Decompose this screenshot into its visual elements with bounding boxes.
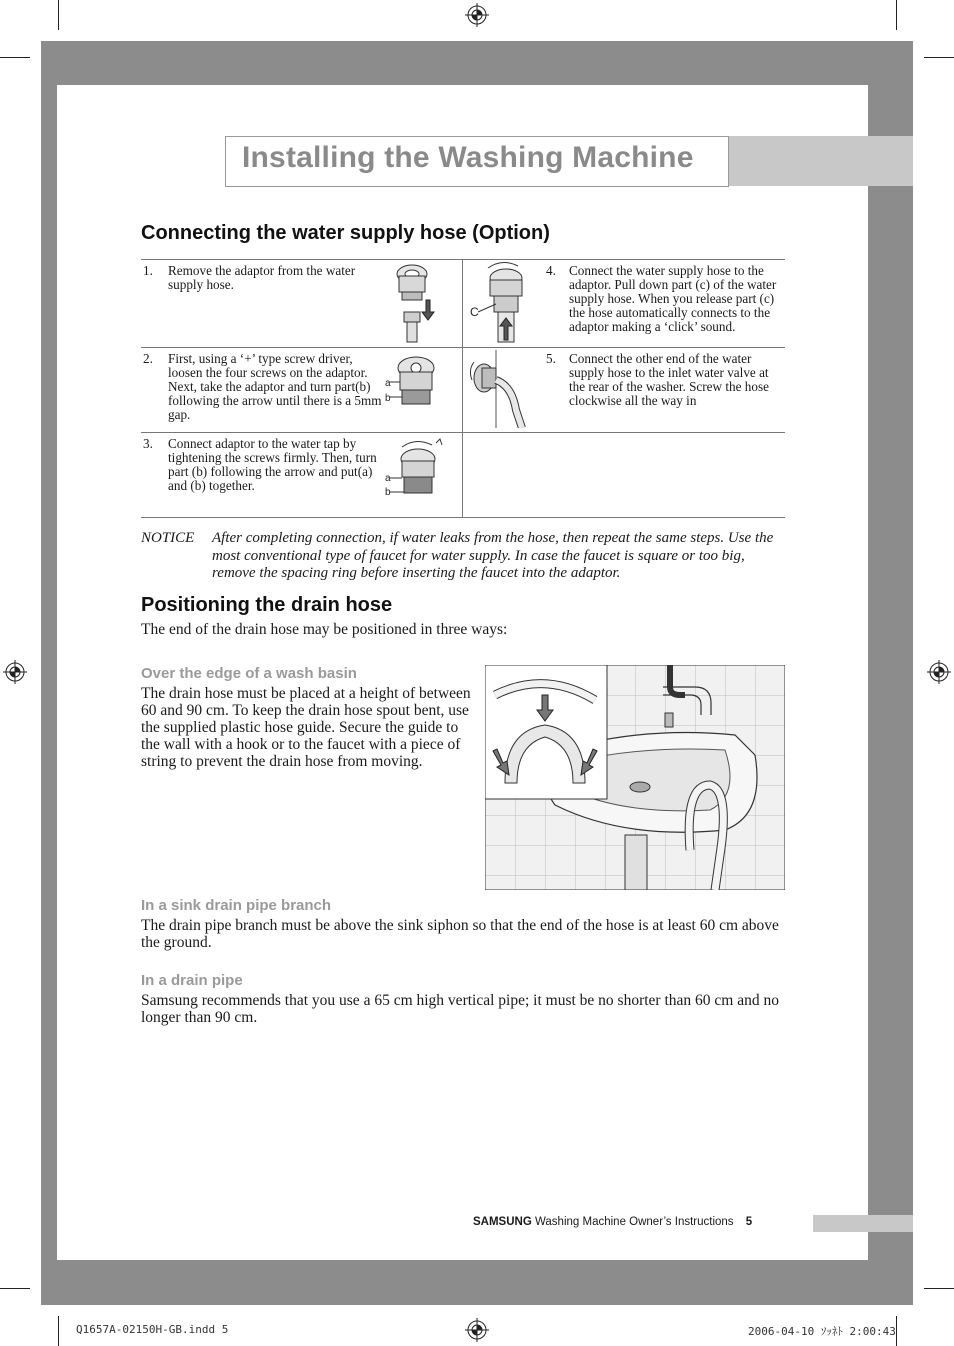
step-5: [546, 352, 786, 430]
label-a: a: [385, 378, 391, 389]
page-number: 5: [745, 1216, 753, 1228]
step-2: [143, 352, 383, 430]
crop-mark: [58, 1316, 59, 1346]
crop-mark: [58, 0, 59, 30]
bottom-gray-band: [41, 1260, 913, 1305]
footer-accent-strip: [813, 1215, 913, 1232]
registration-mark-icon: [3, 660, 27, 684]
step-text: First, using a ‘+’ type screw driver, loosen the four screws on the adaptor. Next, take the adaptor and turn part(b) following the arrow until there is a 5mm gap.: [168, 351, 382, 422]
drain-intro: The end of the drain hose may be positioned in three ways:: [141, 621, 508, 638]
table-rule: [141, 259, 785, 260]
table-rule: [141, 347, 785, 348]
right-gray-band: [868, 85, 913, 1260]
notice-label: NOTICE: [141, 530, 195, 546]
crop-mark: [896, 0, 897, 30]
slug-left: Q1657A-02150H-GB.indd 5: [76, 1323, 229, 1336]
step-number: 1.: [143, 263, 153, 278]
subheading-sink-branch: In a sink drain pipe branch: [141, 897, 332, 914]
wash-basin-text: The drain hose must be placed at a height of between 60 and 90 cm. To keep the drain hose spout bent, use the supplied plastic hose guide. Secure the guide to the wall with a hook or to the faucet with a piece of string to prevent the drain hose from moving.: [141, 685, 471, 770]
crop-mark: [0, 57, 30, 58]
subheading-wash-basin: Over the edge of a wash basin: [141, 665, 357, 682]
step-number: 4.: [546, 263, 556, 278]
subheading-drain-pipe: In a drain pipe: [141, 972, 243, 989]
slug-right: 2006-04-10 ｿｯﾈﾄ 2:00:43: [748, 1325, 896, 1338]
title-accent-strip: [728, 136, 913, 186]
step-text: Connect adaptor to the water tap by tightening the screws firmly. Then, turn part (b) following the arrow and put(a) and (b) together.: [168, 436, 377, 493]
footer: [473, 1216, 752, 1228]
crop-mark: [0, 1288, 30, 1289]
registration-mark-icon: [465, 1318, 489, 1342]
label-b: b: [385, 393, 391, 404]
drain-pipe-text: Samsung recommends that you use a 65 cm high vertical pipe; it must be no shorter than 60 cm and no longer than 90 cm.: [141, 992, 779, 1026]
step-number: 2.: [143, 351, 153, 366]
table-divider: [462, 259, 463, 517]
label-a: a: [385, 473, 391, 484]
footer-text: Washing Machine Owner’s Instructions: [534, 1216, 734, 1228]
registration-mark-icon: [927, 660, 951, 684]
notice-text: After completing connection, if water leaks from the hose, then repeat the same steps. Use the most conventional type of faucet for water supply. In case the faucet is square or too big, remove the spacing ring before inserting the faucet into the adaptor.: [212, 530, 774, 581]
section-heading-water-supply: Connecting the water supply hose (Option): [141, 222, 550, 244]
step-1: [143, 264, 357, 344]
crop-mark: [924, 1288, 954, 1289]
step-text: Connect the water supply hose to the adaptor. Pull down part (c) of the water supply hose. When you release part (c) the hose automatically connects to the adaptor making a ‘click’ sound.: [569, 263, 777, 334]
label-c: C: [470, 305, 479, 319]
sink-branch-text: The drain pipe branch must be above the sink siphon so that the end of the hose is at least 60 cm above the ground.: [141, 917, 779, 951]
footer-brand: SAMSUNG: [473, 1216, 532, 1228]
label-b: b: [385, 487, 391, 498]
page-title: Installing the Washing Machine: [242, 141, 694, 174]
registration-mark-icon: [465, 3, 489, 27]
table-rule: [141, 432, 785, 433]
step-number: 5.: [546, 351, 556, 366]
top-gray-band: [41, 41, 913, 85]
step-number: 3.: [143, 436, 153, 451]
crop-mark: [924, 57, 954, 58]
adaptor-loosen-illustration: [382, 352, 446, 412]
inlet-valve-illustration: [466, 350, 526, 428]
wash-basin-illustration: [485, 665, 785, 890]
step-text: Connect the other end of the water supply hose to the inlet water valve at the rear of the washer. Screw the hose clockwise all the way in: [569, 351, 769, 408]
step-4: [546, 264, 786, 344]
adaptor-connect-illustration: [382, 437, 450, 501]
section-heading-drain-hose: Positioning the drain hose: [141, 594, 393, 616]
hose-connect-illustration: [468, 260, 536, 344]
left-gray-band: [41, 85, 57, 1260]
crop-mark: [896, 1316, 897, 1346]
table-rule: [141, 517, 785, 518]
adaptor-removal-illustration: [390, 262, 438, 344]
step-3: [143, 437, 383, 515]
step-text: Remove the adaptor from the water supply hose.: [168, 263, 356, 292]
